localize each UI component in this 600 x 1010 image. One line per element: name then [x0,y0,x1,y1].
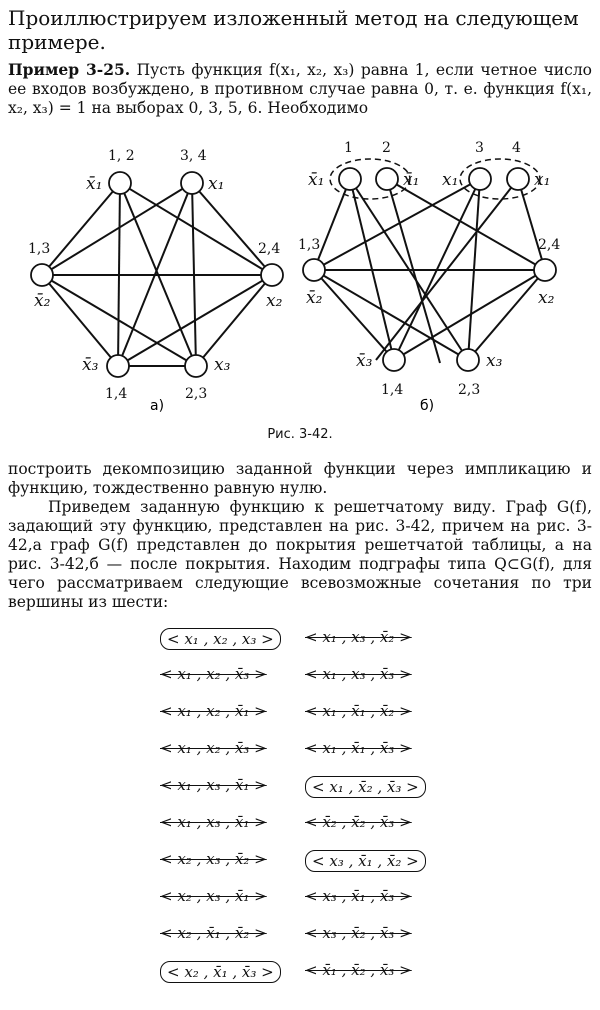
node-a-x3-top: 2,3 [185,386,208,402]
figure-graphs [0,138,600,428]
combination-right: < x₁ , x₃ , x̄₃ > [305,665,412,683]
node-b-x1-var2: x₁ [534,170,551,190]
node-b-x3bar-top: 1,4 [381,382,404,398]
group-label-3: 3 [475,140,484,156]
node-a-x2bar-var: x̄₂ [34,291,51,311]
node-b-x3-var: x₃ [486,351,503,371]
combination-right: < x₁ , x₃ , x̄₂ > [305,628,412,646]
node-a-x1-var: x₁ [208,174,225,194]
combination-left: < x₂ , x₃ , x̄₂ > [160,850,267,868]
node-a-x2-top: 2,4 [258,241,281,257]
node-a-x3-var: x₃ [214,355,231,375]
combination-right: < x₃ , x̄₁ , x̄₃ > [305,887,412,905]
panel-b-label: б) [420,398,435,414]
panel-a-label: а) [150,398,165,414]
node-b-x2bar-var: x̄₂ [306,288,323,308]
graph-b [314,179,545,363]
heading: Проиллюстрируем изложенный метод на следующем примере. [8,6,579,54]
example-paragraph [8,60,592,118]
node-a-x1bar-var: x̄₁ [86,174,103,194]
node-a-x1-top: 3, 4 [180,148,207,164]
combination-left: < x₁ , x₂ , x̄₃ > [160,739,267,757]
node-a-x2-var: x₂ [266,291,283,311]
combination-right: < x₁ , x̄₁ , x̄₃ > [305,739,412,757]
node-a-x3bar-top: 1,4 [105,386,128,402]
node-a-x1bar-top: 1, 2 [108,148,135,164]
node-b-x3-top: 2,3 [458,382,481,398]
combination-right: < x₃ , x̄₁ , x̄₂ > [305,850,426,872]
node-b-x1bar-var: x̄₁ [308,170,325,190]
combination-right: < x₁ , x̄₂ , x̄₃ > [305,776,426,798]
combination-left: < x₁ , x₂ , x₃ > [160,628,281,650]
group-label-2: 2 [382,140,391,156]
node-a-x3bar-var: x̄₃ [82,355,99,375]
combination-left: < x₁ , x₂ , x̄₃ > [160,665,267,683]
combination-left: < x₂ , x₃ , x̄₁ > [160,887,267,905]
combination-left: < x₁ , x₃ , x̄₁ > [160,813,267,831]
graph-a [42,183,272,366]
node-b-x2-top: 2,4 [538,237,561,253]
group-label-1: 1 [344,140,353,156]
example-text: Пусть функция f(x₁, x₂, x₃) равна 1, если четное число ее входов возбуждено, в противном случае равна 0, т. е. функция f(x₁, x₂, x₃) = 1 на выборах 0, 3, 5, 6. Необходимо [8,61,593,117]
combination-left: < x₁ , x₂ , x̄₁ > [160,702,267,720]
combination-left: < x₂ , x̄₁ , x̄₃ > [160,961,281,983]
node-b-x3bar-var: x̄₃ [356,351,373,371]
node-b-x2-var: x₂ [538,288,555,308]
combination-right: < x̄₂ , x̄₂ , x̄₃ > [305,813,412,831]
combination-right: < x₁ , x̄₁ , x̄₂ > [305,702,412,720]
combination-left: < x₁ , x₃ , x̄₁ > [160,776,267,794]
node-b-x2bar-top: 1,3 [298,237,321,253]
combination-right: < x̄₁ , x̄₂ , x̄₃ > [305,961,412,979]
example-label: Пример 3-25. [8,60,131,79]
combination-left: < x₂ , x̄₁ , x̄₂ > [160,924,267,942]
body-paragraph-1: построить декомпозицию заданной функции через импликацию и функцию, тождественно равную нулю. [8,460,592,497]
node-b-x1bar-var2: x̄₁ [403,170,420,190]
figure-caption: Рис. 3-42. [267,427,333,442]
combination-right: < x₃ , x̄₂ , x̄₃ > [305,924,412,942]
node-a-x2bar-top: 1,3 [28,241,51,257]
body-paragraph-2: Приведем заданную функцию к решетчатому виду. Граф G(f), задающий эту функцию, представлен на рис. 3-42, причем на рис. 3-42,а граф G(f) представлен до покрытия решетчатой таблицы, а на рис. 3-42,б — после покрытия. Находим подграфы типа Q⊂G(f), для чего рассматриваем следующие всевозможные сочетания по три вершины из шести: [8,498,592,611]
group-label-4: 4 [512,140,521,156]
node-b-x1-var: x₁ [442,170,459,190]
